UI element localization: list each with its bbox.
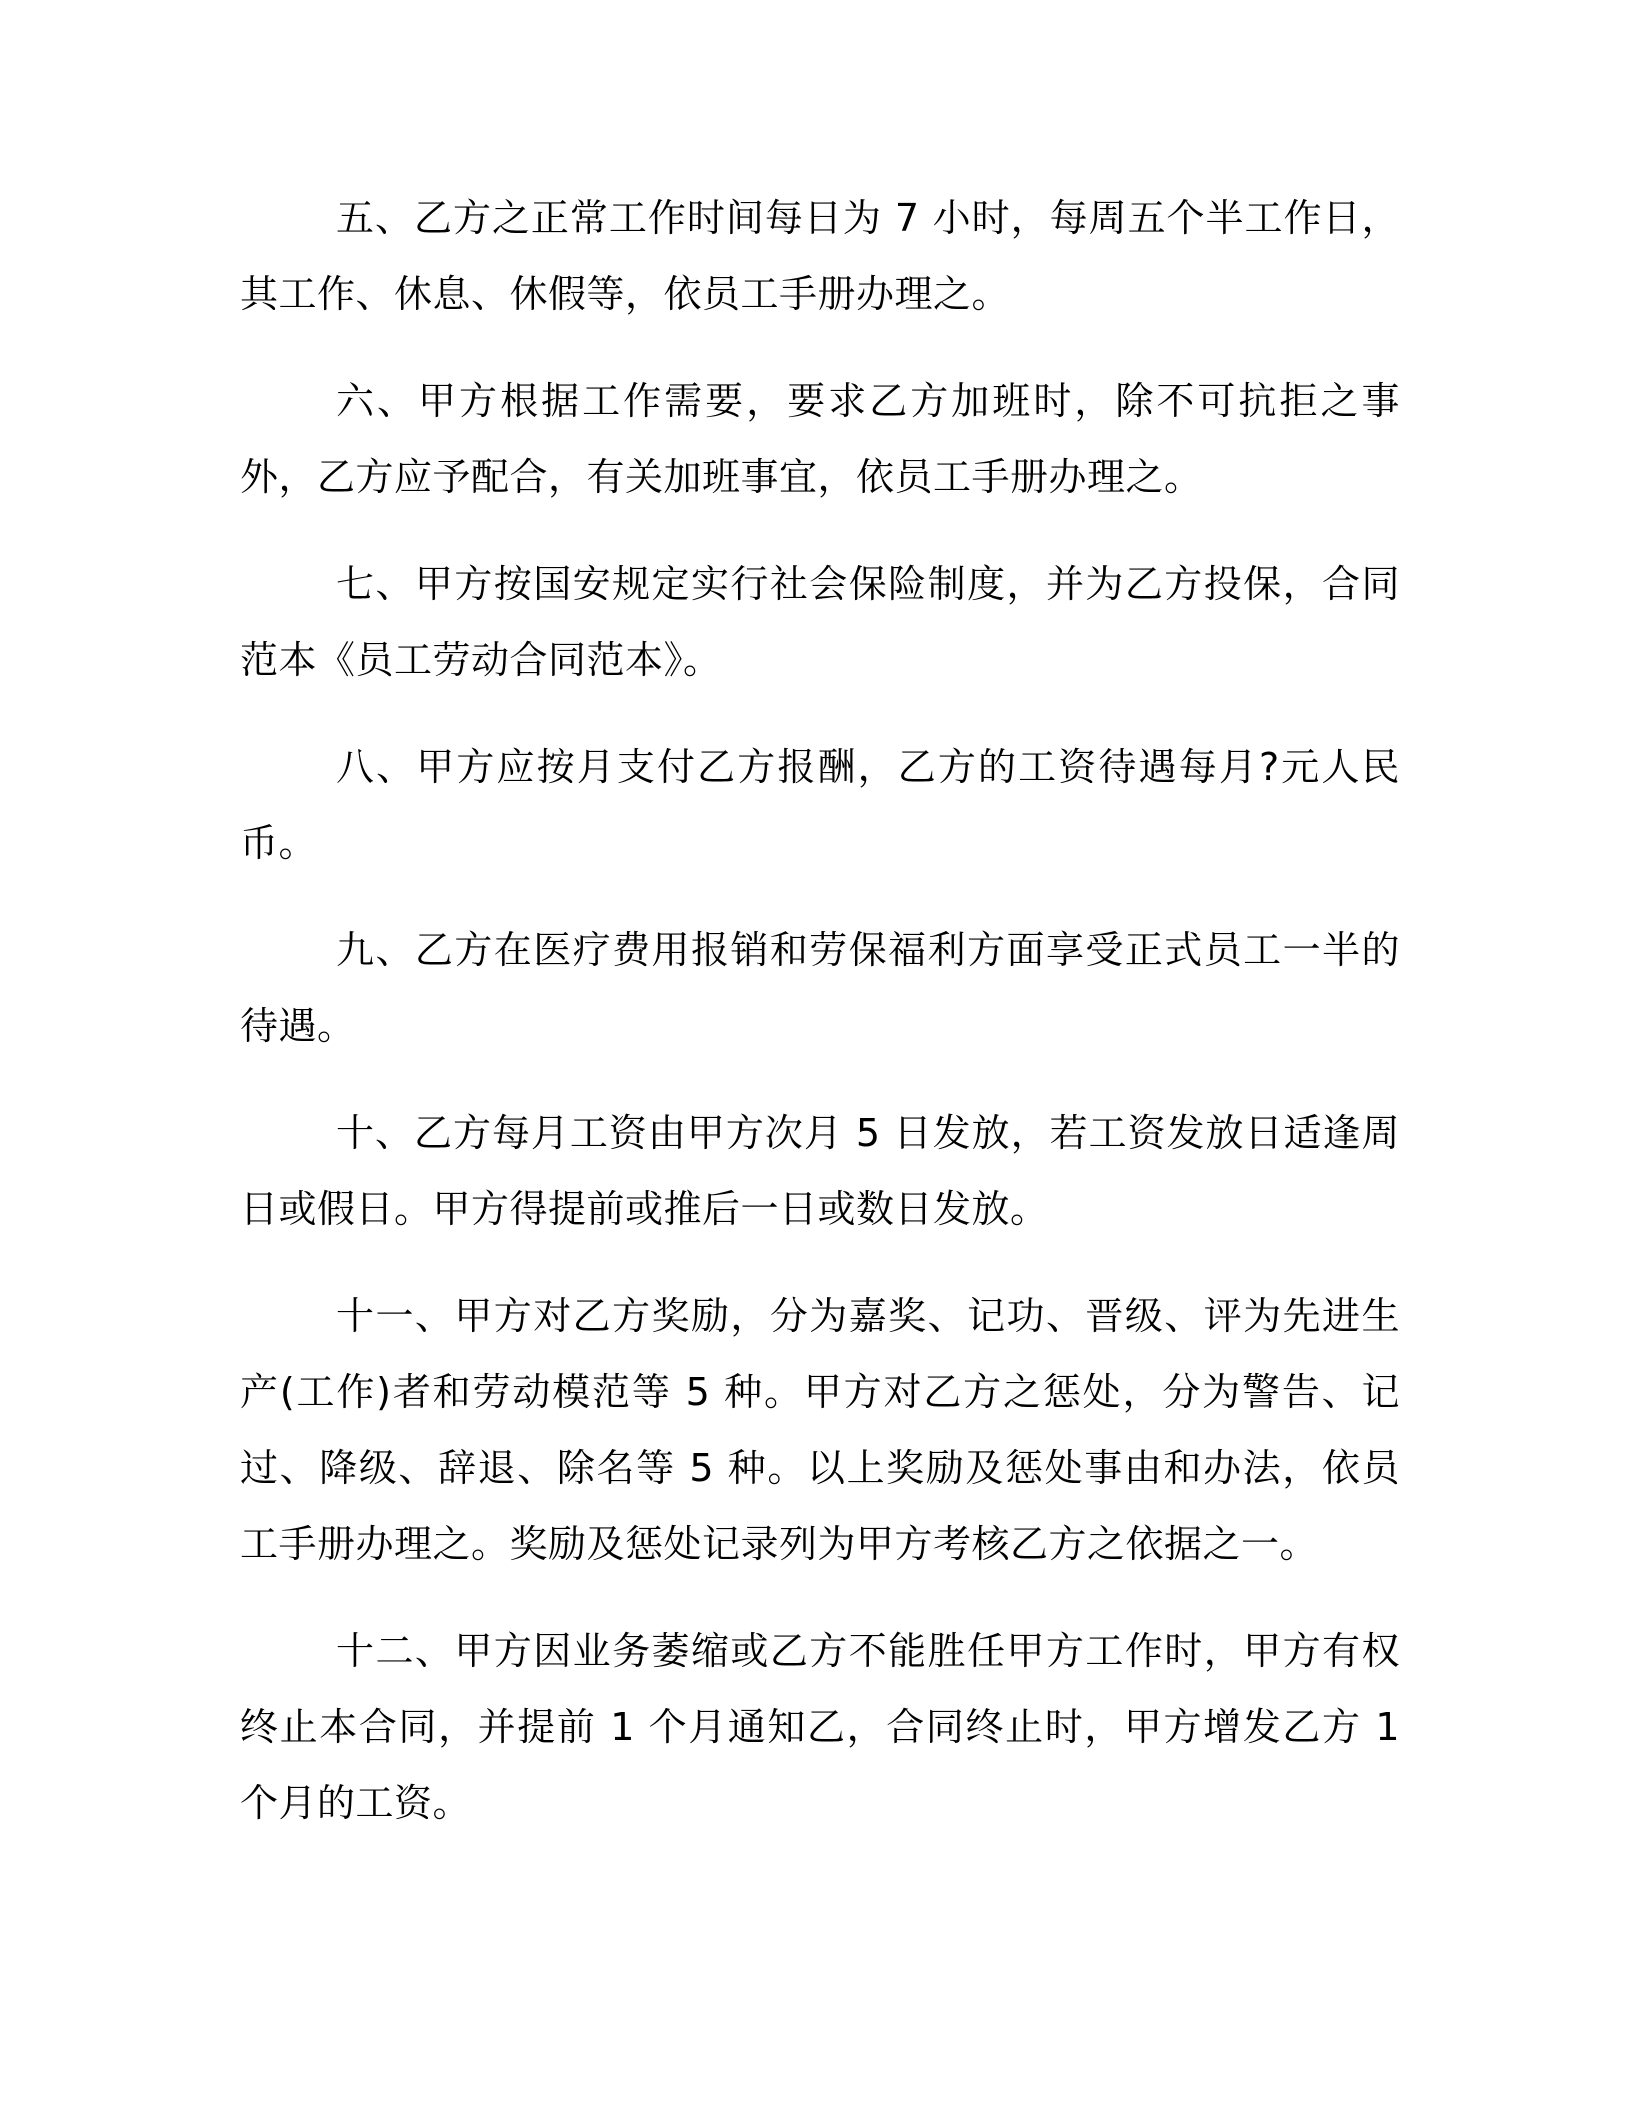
clause-11: 十一、甲方对乙方奖励，分为嘉奖、记功、晋级、评为先进生产(工作)者和劳动模范等 5 种。甲方对乙方之惩处，分为警告、记过、降级、辞退、除名等 5 种。以上奖励及惩处事由和办法，依员工手册办理之。奖励及惩处记录列为甲方考核乙方之依据之一。 xyxy=(240,1294,1400,1566)
clause-10: 十、乙方每月工资由甲方次月 5 日发放，若工资发放日适逢周日或假日。甲方得提前或推后一日或数日发放。 xyxy=(240,1111,1400,1231)
clause-7: 七、甲方按国安规定实行社会保险制度，并为乙方投保，合同范本《员工劳动合同范本》。 xyxy=(240,562,1400,682)
document-body xyxy=(240,180,1400,1841)
clause-5: 五、乙方之正常工作时间每日为 7 小时，每周五个半工作日，其工作、休息、休假等，依员工手册办理之。 xyxy=(240,196,1400,316)
clause-12: 十二、甲方因业务萎缩或乙方不能胜任甲方工作时，甲方有权终止本合同，并提前 1 个月通知乙，合同终止时，甲方增发乙方 1 个月的工资。 xyxy=(240,1629,1400,1825)
clause-6: 六、甲方根据工作需要，要求乙方加班时，除不可抗拒之事外，乙方应予配合，有关加班事宜，依员工手册办理之。 xyxy=(240,379,1400,499)
clause-8: 八、甲方应按月支付乙方报酬，乙方的工资待遇每月?元人民币。 xyxy=(240,745,1400,865)
clause-9: 九、乙方在医疗费用报销和劳保福利方面享受正式员工一半的待遇。 xyxy=(240,928,1400,1048)
